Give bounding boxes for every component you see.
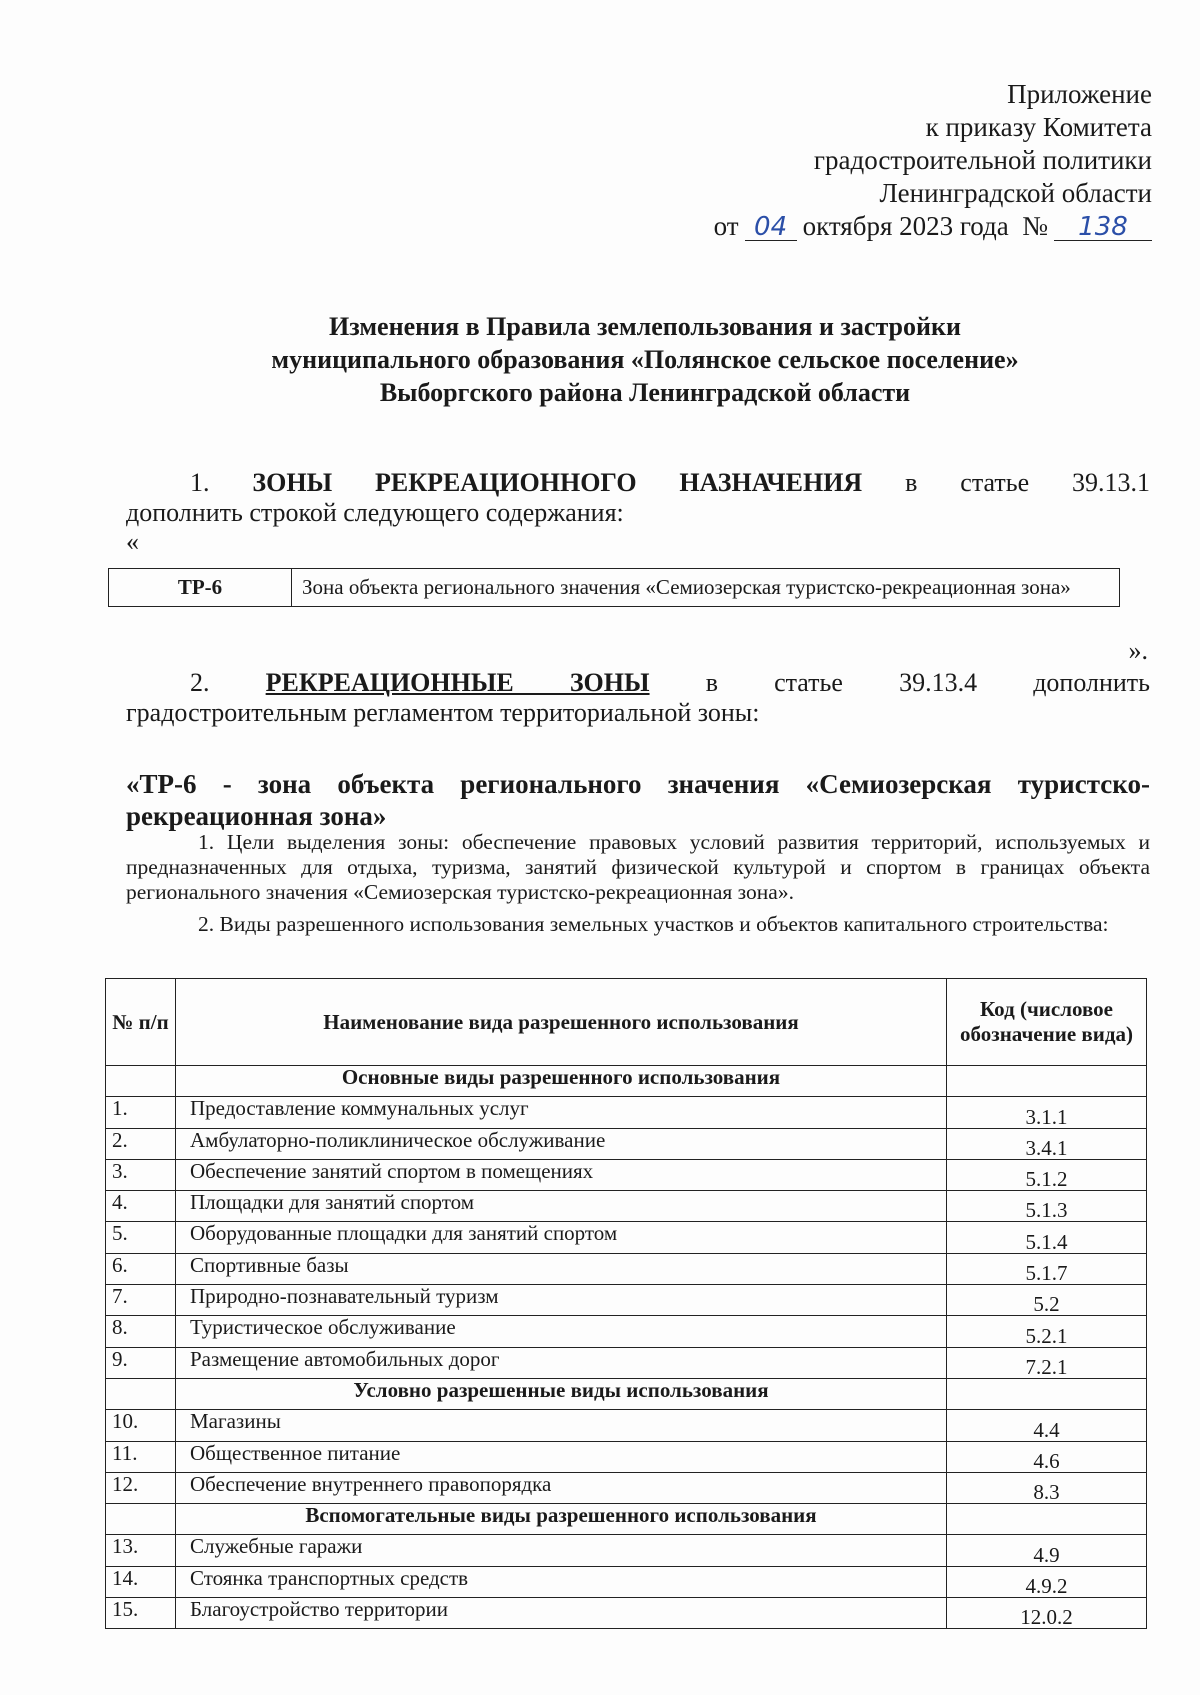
row-name: Обеспечение внутреннего правопорядка — [176, 1472, 947, 1503]
row-name: Амбулаторно-поликлиническое обслуживание — [176, 1128, 947, 1159]
row-number: 9. — [106, 1347, 176, 1378]
group-empty-cell — [947, 1504, 1147, 1535]
section-number: 2. — [190, 668, 210, 697]
row-code: 4.4 — [947, 1410, 1147, 1441]
row-code: 5.1.4 — [947, 1222, 1147, 1253]
title-line: Изменения в Правила землепользования и застройки — [329, 312, 961, 341]
table-row — [106, 1566, 1147, 1597]
row-code: 5.1.7 — [947, 1253, 1147, 1284]
row-name: Благоустройство территории — [176, 1598, 947, 1629]
table-row — [106, 1410, 1147, 1441]
table-row — [106, 1441, 1147, 1472]
section-lead-text: в статье 39.13.4 дополнить — [705, 668, 1151, 697]
row-number: 6. — [106, 1253, 176, 1284]
order-date-line — [714, 210, 1152, 243]
row-number: 11. — [106, 1441, 176, 1472]
row-number: 8. — [106, 1316, 176, 1347]
row-number: 13. — [106, 1535, 176, 1566]
section-heading: ЗОНЫ РЕКРЕАЦИОННОГО НАЗНАЧЕНИЯ — [252, 468, 863, 497]
zone-goal: 1. Цели выделения зоны: обеспечение правовых условий развития территорий, используемых и предназначенных для отдыха, туризма, занятий физической культурой и спортом в границах объекта регионального значения «Семиозерская туристско-рекреационная зона». — [126, 830, 1150, 904]
row-name: Предоставление коммунальных услуг — [176, 1097, 947, 1128]
section-heading: РЕКРЕАЦИОННЫЕ ЗОНЫ — [265, 668, 650, 697]
title-line: Выборгского района Ленинградской области — [379, 378, 911, 407]
group-title: Условно разрешенные виды использования — [176, 1378, 947, 1409]
month-year: октября 2023 года — [802, 211, 1009, 241]
table-row — [106, 1191, 1147, 1222]
section-number: 1. — [190, 468, 210, 497]
number-label: № — [1022, 211, 1048, 241]
table-row — [106, 1128, 1147, 1159]
row-code: 7.2.1 — [947, 1347, 1147, 1378]
row-code: 8.3 — [947, 1472, 1147, 1503]
table-row — [106, 1097, 1147, 1128]
row-name: Туристическое обслуживание — [176, 1316, 947, 1347]
table-row — [106, 1598, 1147, 1629]
group-title: Вспомогательные виды разрешенного использования — [176, 1504, 947, 1535]
table-row — [106, 1347, 1147, 1378]
group-row — [106, 1066, 1147, 1097]
row-number: 4. — [106, 1191, 176, 1222]
section-2 — [126, 668, 1150, 728]
title-line: муниципального образования «Полянское сельское поселение» — [271, 345, 1019, 374]
table-row — [106, 1535, 1147, 1566]
zone-code: ТР-6 — [109, 569, 292, 607]
table-row — [106, 1316, 1147, 1347]
row-name: Служебные гаражи — [176, 1535, 947, 1566]
row-code: 3.1.1 — [947, 1097, 1147, 1128]
row-name: Стоянка транспортных средств — [176, 1566, 947, 1597]
zone-description: Зона объекта регионального значения «Семиозерская туристско-рекреационная зона» — [292, 569, 1120, 607]
row-code: 4.9.2 — [947, 1566, 1147, 1597]
row-name: Площадки для занятий спортом — [176, 1191, 947, 1222]
row-code: 5.1.3 — [947, 1191, 1147, 1222]
row-name: Оборудованные площадки для занятий спортом — [176, 1222, 947, 1253]
row-code: 5.1.2 — [947, 1159, 1147, 1190]
close-quote: ». — [1128, 636, 1148, 665]
group-title: Основные виды разрешенного использования — [176, 1066, 947, 1097]
table-row — [106, 1285, 1147, 1316]
group-empty-cell — [106, 1066, 176, 1097]
row-code: 3.4.1 — [947, 1128, 1147, 1159]
permitted-use-table — [105, 978, 1147, 1629]
section-1-line2: дополнить строкой следующего содержания: — [126, 498, 624, 527]
group-row — [106, 1504, 1147, 1535]
group-row — [106, 1378, 1147, 1409]
row-number: 14. — [106, 1566, 176, 1597]
zone-title: «ТР-6 - зона объекта регионального значения «Семиозерская туристско-рекреационная зона» — [126, 769, 1150, 831]
col-header-num: № п/п — [106, 979, 176, 1066]
group-empty-cell — [947, 1066, 1147, 1097]
row-code: 4.9 — [947, 1535, 1147, 1566]
table-row — [109, 569, 1120, 607]
header-line: Приложение — [1007, 79, 1152, 109]
section-1-lead — [126, 468, 1150, 498]
group-empty-cell — [947, 1378, 1147, 1409]
group-empty-cell — [106, 1378, 176, 1409]
row-number: 7. — [106, 1285, 176, 1316]
row-code: 5.2 — [947, 1285, 1147, 1316]
document-title — [0, 310, 1200, 409]
row-number: 1. — [106, 1097, 176, 1128]
table-row — [106, 1222, 1147, 1253]
table-row — [106, 1472, 1147, 1503]
row-name: Магазины — [176, 1410, 947, 1441]
row-number: 5. — [106, 1222, 176, 1253]
col-header-name: Наименование вида разрешенного использования — [176, 979, 947, 1066]
row-code: 4.6 — [947, 1441, 1147, 1472]
row-name: Общественное питание — [176, 1441, 947, 1472]
section-lead-text: в статье 39.13.1 — [905, 468, 1151, 497]
table-row — [106, 1159, 1147, 1190]
row-number: 3. — [106, 1159, 176, 1190]
from-label: от — [713, 211, 739, 241]
handwritten-day: 04 — [745, 214, 797, 241]
group-empty-cell — [106, 1504, 176, 1535]
header-line: градостроительной политики — [813, 145, 1152, 175]
row-number: 10. — [106, 1410, 176, 1441]
row-number: 12. — [106, 1472, 176, 1503]
table-row — [106, 1253, 1147, 1284]
row-name: Размещение автомобильных дорог — [176, 1347, 947, 1378]
row-number: 15. — [106, 1598, 176, 1629]
open-quote: « — [126, 527, 139, 556]
header-line: к приказу Комитета — [925, 112, 1152, 142]
row-name: Спортивные базы — [176, 1253, 947, 1284]
zone-kinds: 2. Виды разрешенного использования земельных участков и объектов капитального строительства: — [198, 912, 1109, 936]
row-code: 5.2.1 — [947, 1316, 1147, 1347]
col-header-code: Код (числовое обозначение вида) — [947, 979, 1147, 1066]
zone-table — [108, 568, 1120, 607]
section-2-line2: градостроительным регламентом территориальной зоны: — [126, 698, 760, 727]
section-2-lead — [126, 668, 1150, 698]
header-line: Ленинградской области — [879, 178, 1152, 208]
row-name: Природно-познавательный туризм — [176, 1285, 947, 1316]
row-number: 2. — [106, 1128, 176, 1159]
handwritten-number: 138 — [1054, 214, 1152, 241]
row-name: Обеспечение занятий спортом в помещениях — [176, 1159, 947, 1190]
row-code: 12.0.2 — [947, 1598, 1147, 1629]
table-header-row — [106, 979, 1147, 1066]
appendix-header — [714, 78, 1152, 243]
section-1 — [126, 468, 1150, 556]
